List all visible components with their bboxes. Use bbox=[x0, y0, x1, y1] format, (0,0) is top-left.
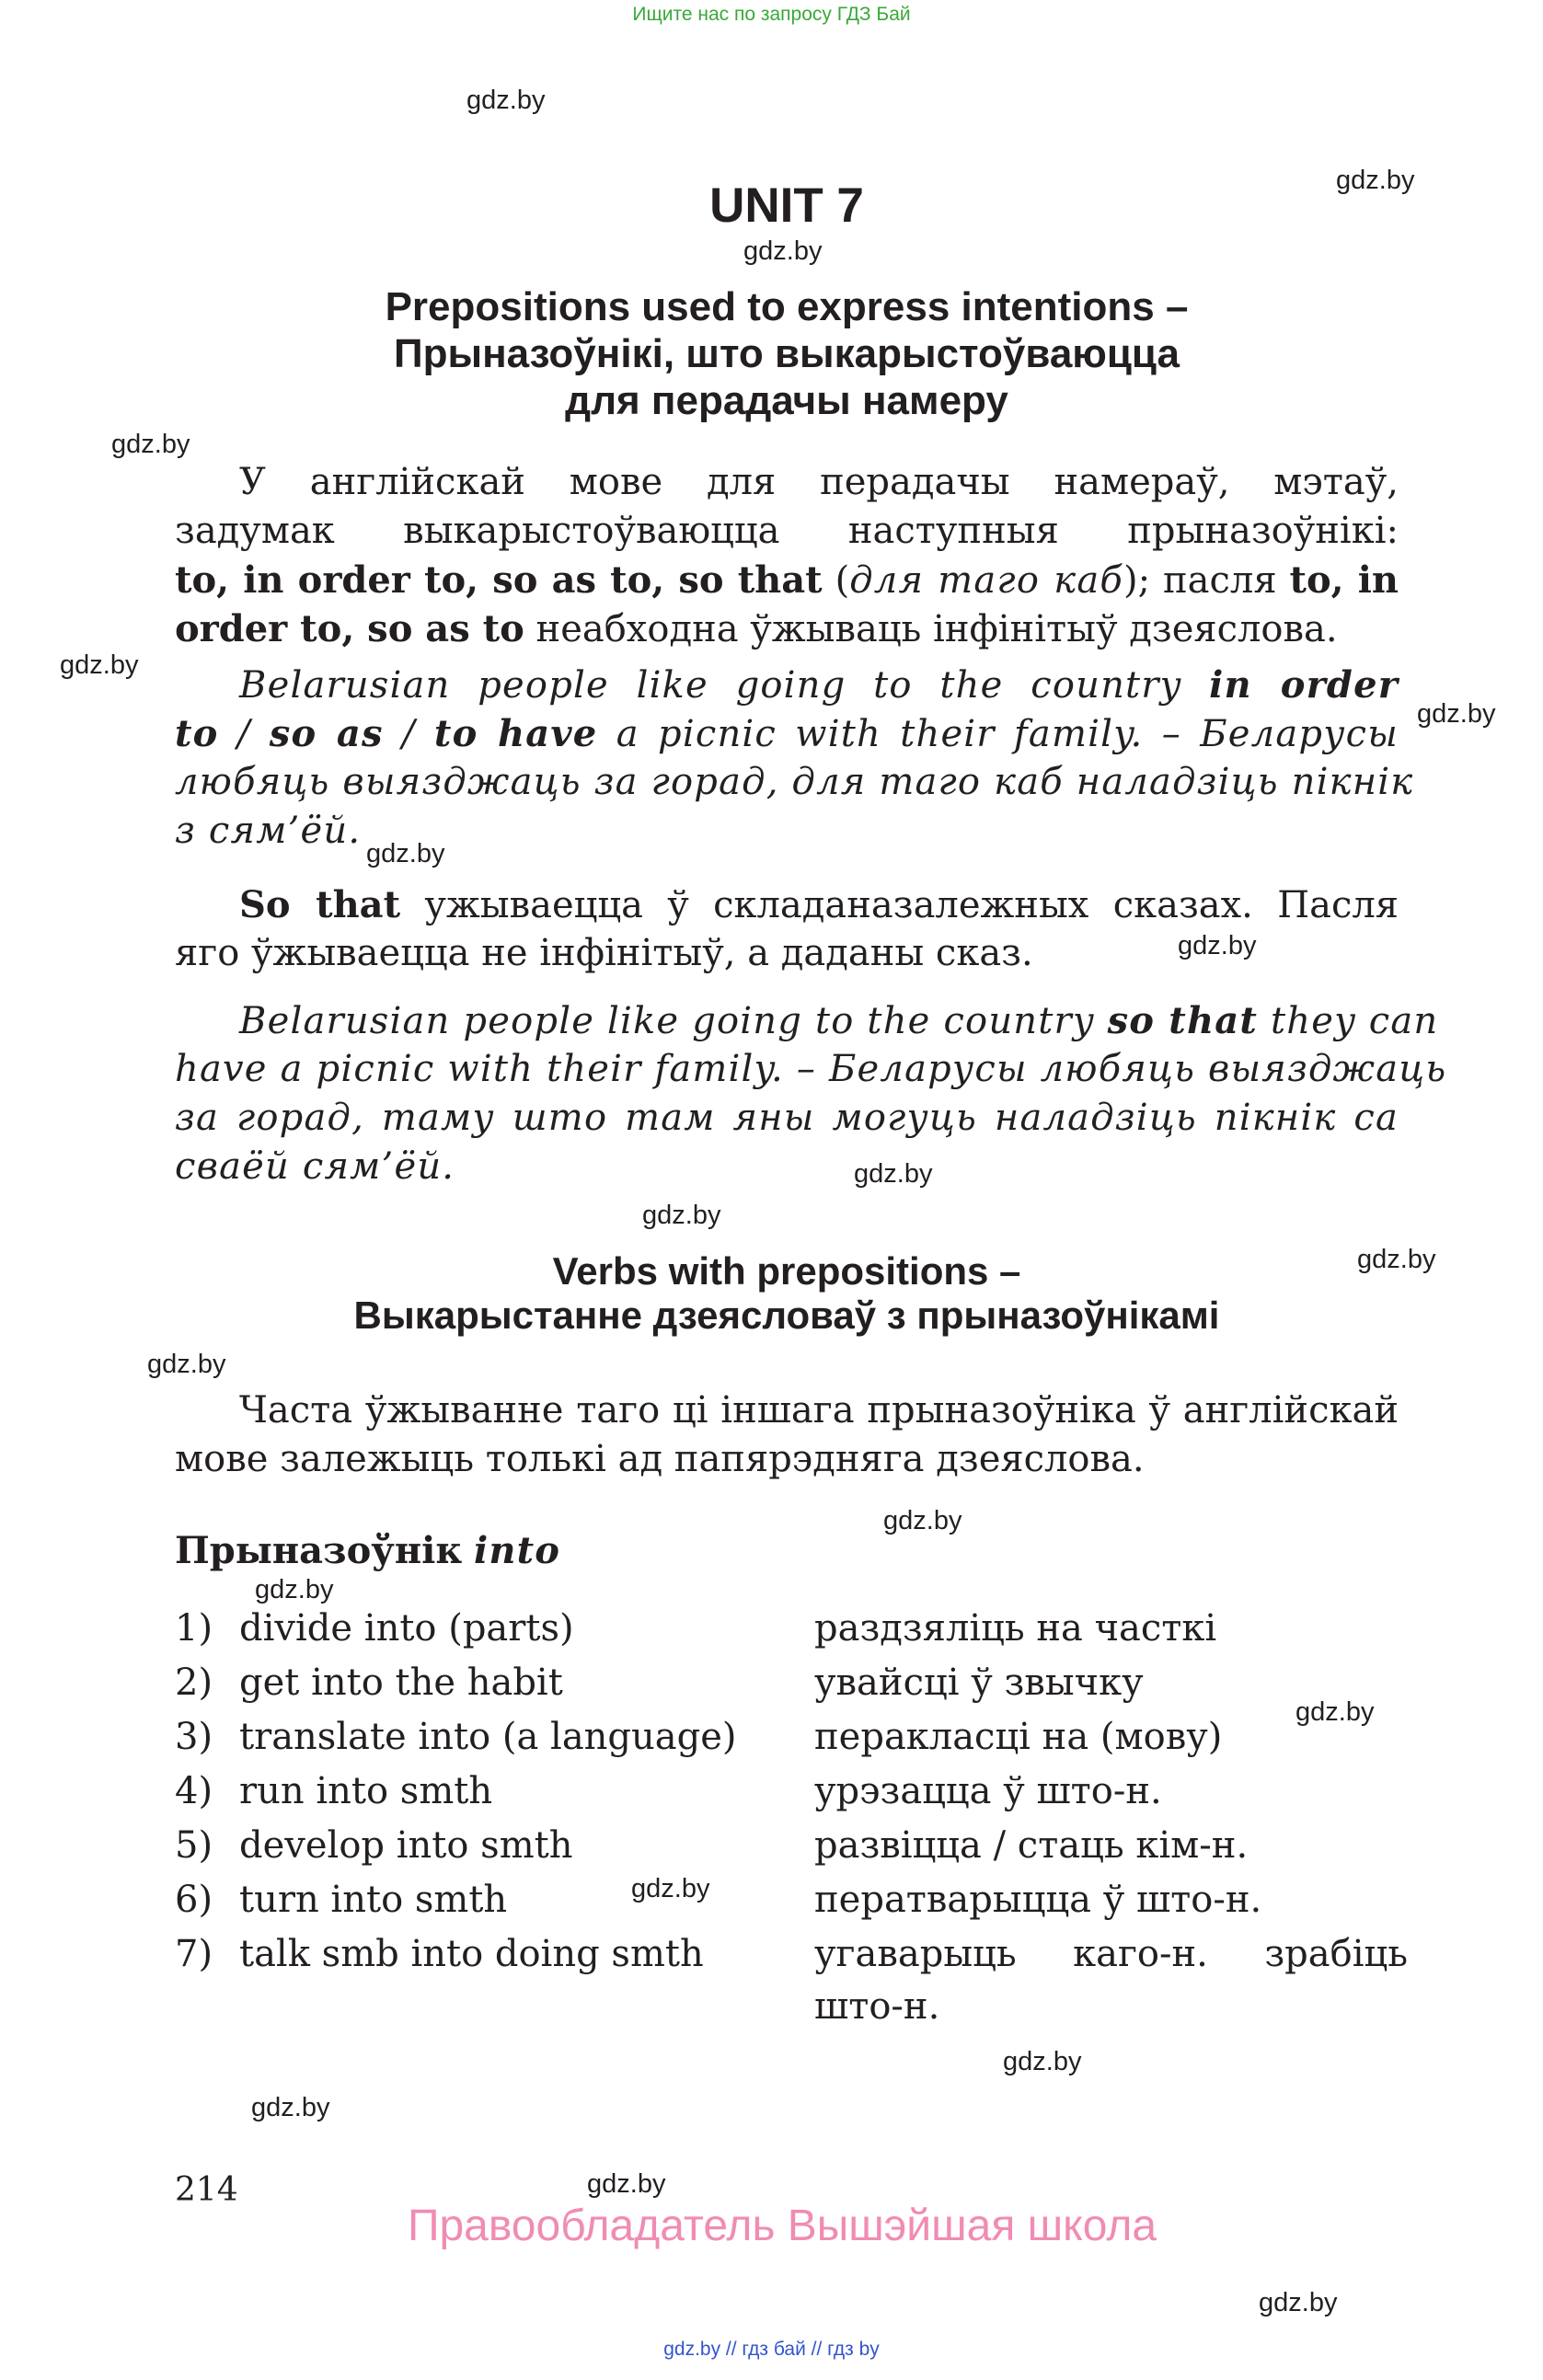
item-number: 6) bbox=[175, 1879, 213, 1921]
text-line: have a picnic with their family. – Беларусы любяць выязджаць bbox=[175, 1048, 1447, 1090]
text-fragment: ( bbox=[822, 559, 850, 602]
list-item bbox=[175, 1879, 1408, 1934]
watermark: gdz.by bbox=[883, 1506, 962, 1535]
verbs-paragraph bbox=[175, 1386, 1399, 1484]
item-english: divide into (parts) bbox=[239, 1607, 574, 1650]
list-item bbox=[175, 1716, 1408, 1771]
bold-term: to, in bbox=[1289, 558, 1399, 602]
item-translation: угаварыць каго-н. зрабіць bbox=[814, 1933, 1408, 1975]
text-line bbox=[175, 556, 1399, 604]
copyright-notice: Правообладатель Вышэйшая школа bbox=[407, 2202, 1157, 2250]
italic-term: для таго каб bbox=[849, 559, 1123, 602]
item-translation: раздзяліць на часткі bbox=[814, 1607, 1217, 1650]
item-translation-continued: што-н. bbox=[814, 1985, 940, 2028]
text-fragment: ); пасля bbox=[1123, 559, 1290, 602]
watermark: gdz.by bbox=[631, 1874, 710, 1903]
subsection-title bbox=[175, 1529, 560, 1572]
text-line: задумак выкарыстоўваюцца наступныя прыназоўнікі: bbox=[175, 510, 1399, 552]
item-number: 1) bbox=[175, 1607, 213, 1650]
bold-term: order to, so as to bbox=[175, 607, 524, 650]
example-paragraph bbox=[175, 661, 1414, 856]
item-translation: урэзацца ў што-н. bbox=[814, 1770, 1162, 1812]
bold-term: so as bbox=[269, 712, 384, 755]
section-title-line: Prepositions used to express intentions – bbox=[385, 284, 1189, 329]
bold-term: So that bbox=[239, 883, 401, 926]
watermark: gdz.by bbox=[587, 2169, 666, 2199]
item-translation: увайсці ў звычку bbox=[814, 1661, 1144, 1704]
watermark: gdz.by bbox=[743, 236, 823, 266]
bold-term: so that bbox=[1107, 999, 1259, 1042]
unit-title: UNIT 7 bbox=[709, 178, 864, 233]
item-english: talk smb into doing smth bbox=[239, 1933, 704, 1975]
watermark: gdz.by bbox=[1178, 931, 1257, 960]
intro-paragraph bbox=[175, 458, 1399, 653]
bottom-banner: gdz.by // гдз бай // гдз by bbox=[663, 2339, 880, 2360]
text-line bbox=[175, 604, 1399, 653]
bold-term: in order bbox=[1209, 663, 1399, 707]
subsection-label: Прыназоўнік bbox=[175, 1529, 463, 1572]
example-paragraph bbox=[175, 996, 1447, 1191]
text-line: У англійскай мове для перадачы намераў, мэтаў, bbox=[239, 461, 1399, 503]
list-item bbox=[175, 1770, 1408, 1825]
list-item bbox=[175, 1661, 1408, 1717]
bold-term: to bbox=[175, 712, 219, 755]
watermark: gdz.by bbox=[366, 839, 445, 868]
section-title-line: Verbs with prepositions – bbox=[552, 1249, 1021, 1293]
text-fragment: Belarusian people like going to the country bbox=[239, 1000, 1108, 1042]
watermark: gdz.by bbox=[1336, 166, 1415, 195]
section-title-line: Прыназоўнікі, што выкарыстоўваюцца bbox=[393, 331, 1180, 376]
list-item bbox=[175, 1607, 1408, 1662]
text-line: сваёй сям’ёй. bbox=[175, 1145, 455, 1188]
watermark: gdz.by bbox=[466, 86, 546, 115]
text-fragment: they can bbox=[1258, 1000, 1439, 1042]
subsection-word: into bbox=[473, 1529, 561, 1572]
text-line: мове залежыць толькі ад папярэдняга дзеяслова. bbox=[175, 1438, 1145, 1480]
top-banner: Ищите нас по запросу ГДЗ Бай bbox=[632, 4, 911, 25]
bold-term: to have bbox=[433, 712, 598, 755]
item-translation: перакласці на (мову) bbox=[814, 1716, 1223, 1758]
bold-term: to, in order to, so as to, so that bbox=[175, 558, 823, 602]
item-number: 4) bbox=[175, 1770, 213, 1812]
so-that-paragraph bbox=[175, 880, 1399, 978]
text-line bbox=[175, 709, 1399, 758]
item-english: get into the habit bbox=[239, 1661, 563, 1704]
watermark: gdz.by bbox=[251, 2093, 330, 2122]
text-line: Часта ўжыванне таго ці іншага прыназоўніка ў англійскай bbox=[239, 1389, 1399, 1431]
watermark: gdz.by bbox=[1295, 1697, 1375, 1727]
item-english: develop into smth bbox=[239, 1824, 573, 1867]
item-translation: развіцца / стаць кім-н. bbox=[814, 1824, 1249, 1867]
watermark: gdz.by bbox=[255, 1575, 334, 1604]
text-fragment: a picnic with their family. – Беларусы bbox=[597, 713, 1399, 755]
list-item bbox=[175, 1933, 1408, 2043]
text-line bbox=[175, 661, 1399, 709]
watermark: gdz.by bbox=[1357, 1245, 1436, 1274]
text-line: з сям’ёй. bbox=[175, 810, 362, 852]
item-english: translate into (a language) bbox=[239, 1716, 737, 1758]
item-english: run into smth bbox=[239, 1770, 493, 1812]
text-fragment: ужываецца ў складаназалежных сказах. Пасля bbox=[400, 884, 1399, 926]
text-fragment: / bbox=[218, 713, 270, 755]
text-line bbox=[175, 880, 1399, 929]
section-title-line: Выкарыстанне дзеясловаў з прыназоўнікамі bbox=[353, 1293, 1220, 1337]
watermark: gdz.by bbox=[111, 430, 190, 459]
text-fragment: неабходна ўжываць інфінітыў дзеяслова. bbox=[524, 608, 1338, 650]
list-item bbox=[175, 1824, 1408, 1880]
watermark: gdz.by bbox=[147, 1350, 226, 1379]
text-fragment: Belarusian people like going to the country bbox=[239, 664, 1210, 707]
item-number: 2) bbox=[175, 1661, 213, 1704]
text-line: яго ўжываецца не інфінітыў, а даданы сказ. bbox=[175, 932, 1033, 974]
watermark: gdz.by bbox=[1259, 2288, 1338, 2317]
item-english: turn into smth bbox=[239, 1879, 508, 1921]
item-translation: ператварыцца ў што-н. bbox=[814, 1879, 1262, 1921]
watermark: gdz.by bbox=[60, 650, 139, 680]
watermark: gdz.by bbox=[642, 1201, 721, 1230]
page-number: 214 bbox=[175, 2171, 238, 2209]
text-line: за горад, таму што там яны могуць наладзіць пікнік са bbox=[175, 1097, 1399, 1139]
text-line: любяць выязджаць за горад, для таго каб наладзіць пікнік bbox=[175, 761, 1414, 803]
item-number: 3) bbox=[175, 1716, 213, 1758]
watermark: gdz.by bbox=[1417, 699, 1496, 729]
watermark: gdz.by bbox=[854, 1159, 933, 1189]
watermark: gdz.by bbox=[1003, 2047, 1082, 2076]
text-fragment: / bbox=[383, 713, 434, 755]
text-line bbox=[175, 996, 1439, 1045]
section-title-line: для перадачы намеру bbox=[565, 378, 1008, 423]
item-number: 7) bbox=[175, 1933, 213, 1975]
item-number: 5) bbox=[175, 1824, 213, 1867]
